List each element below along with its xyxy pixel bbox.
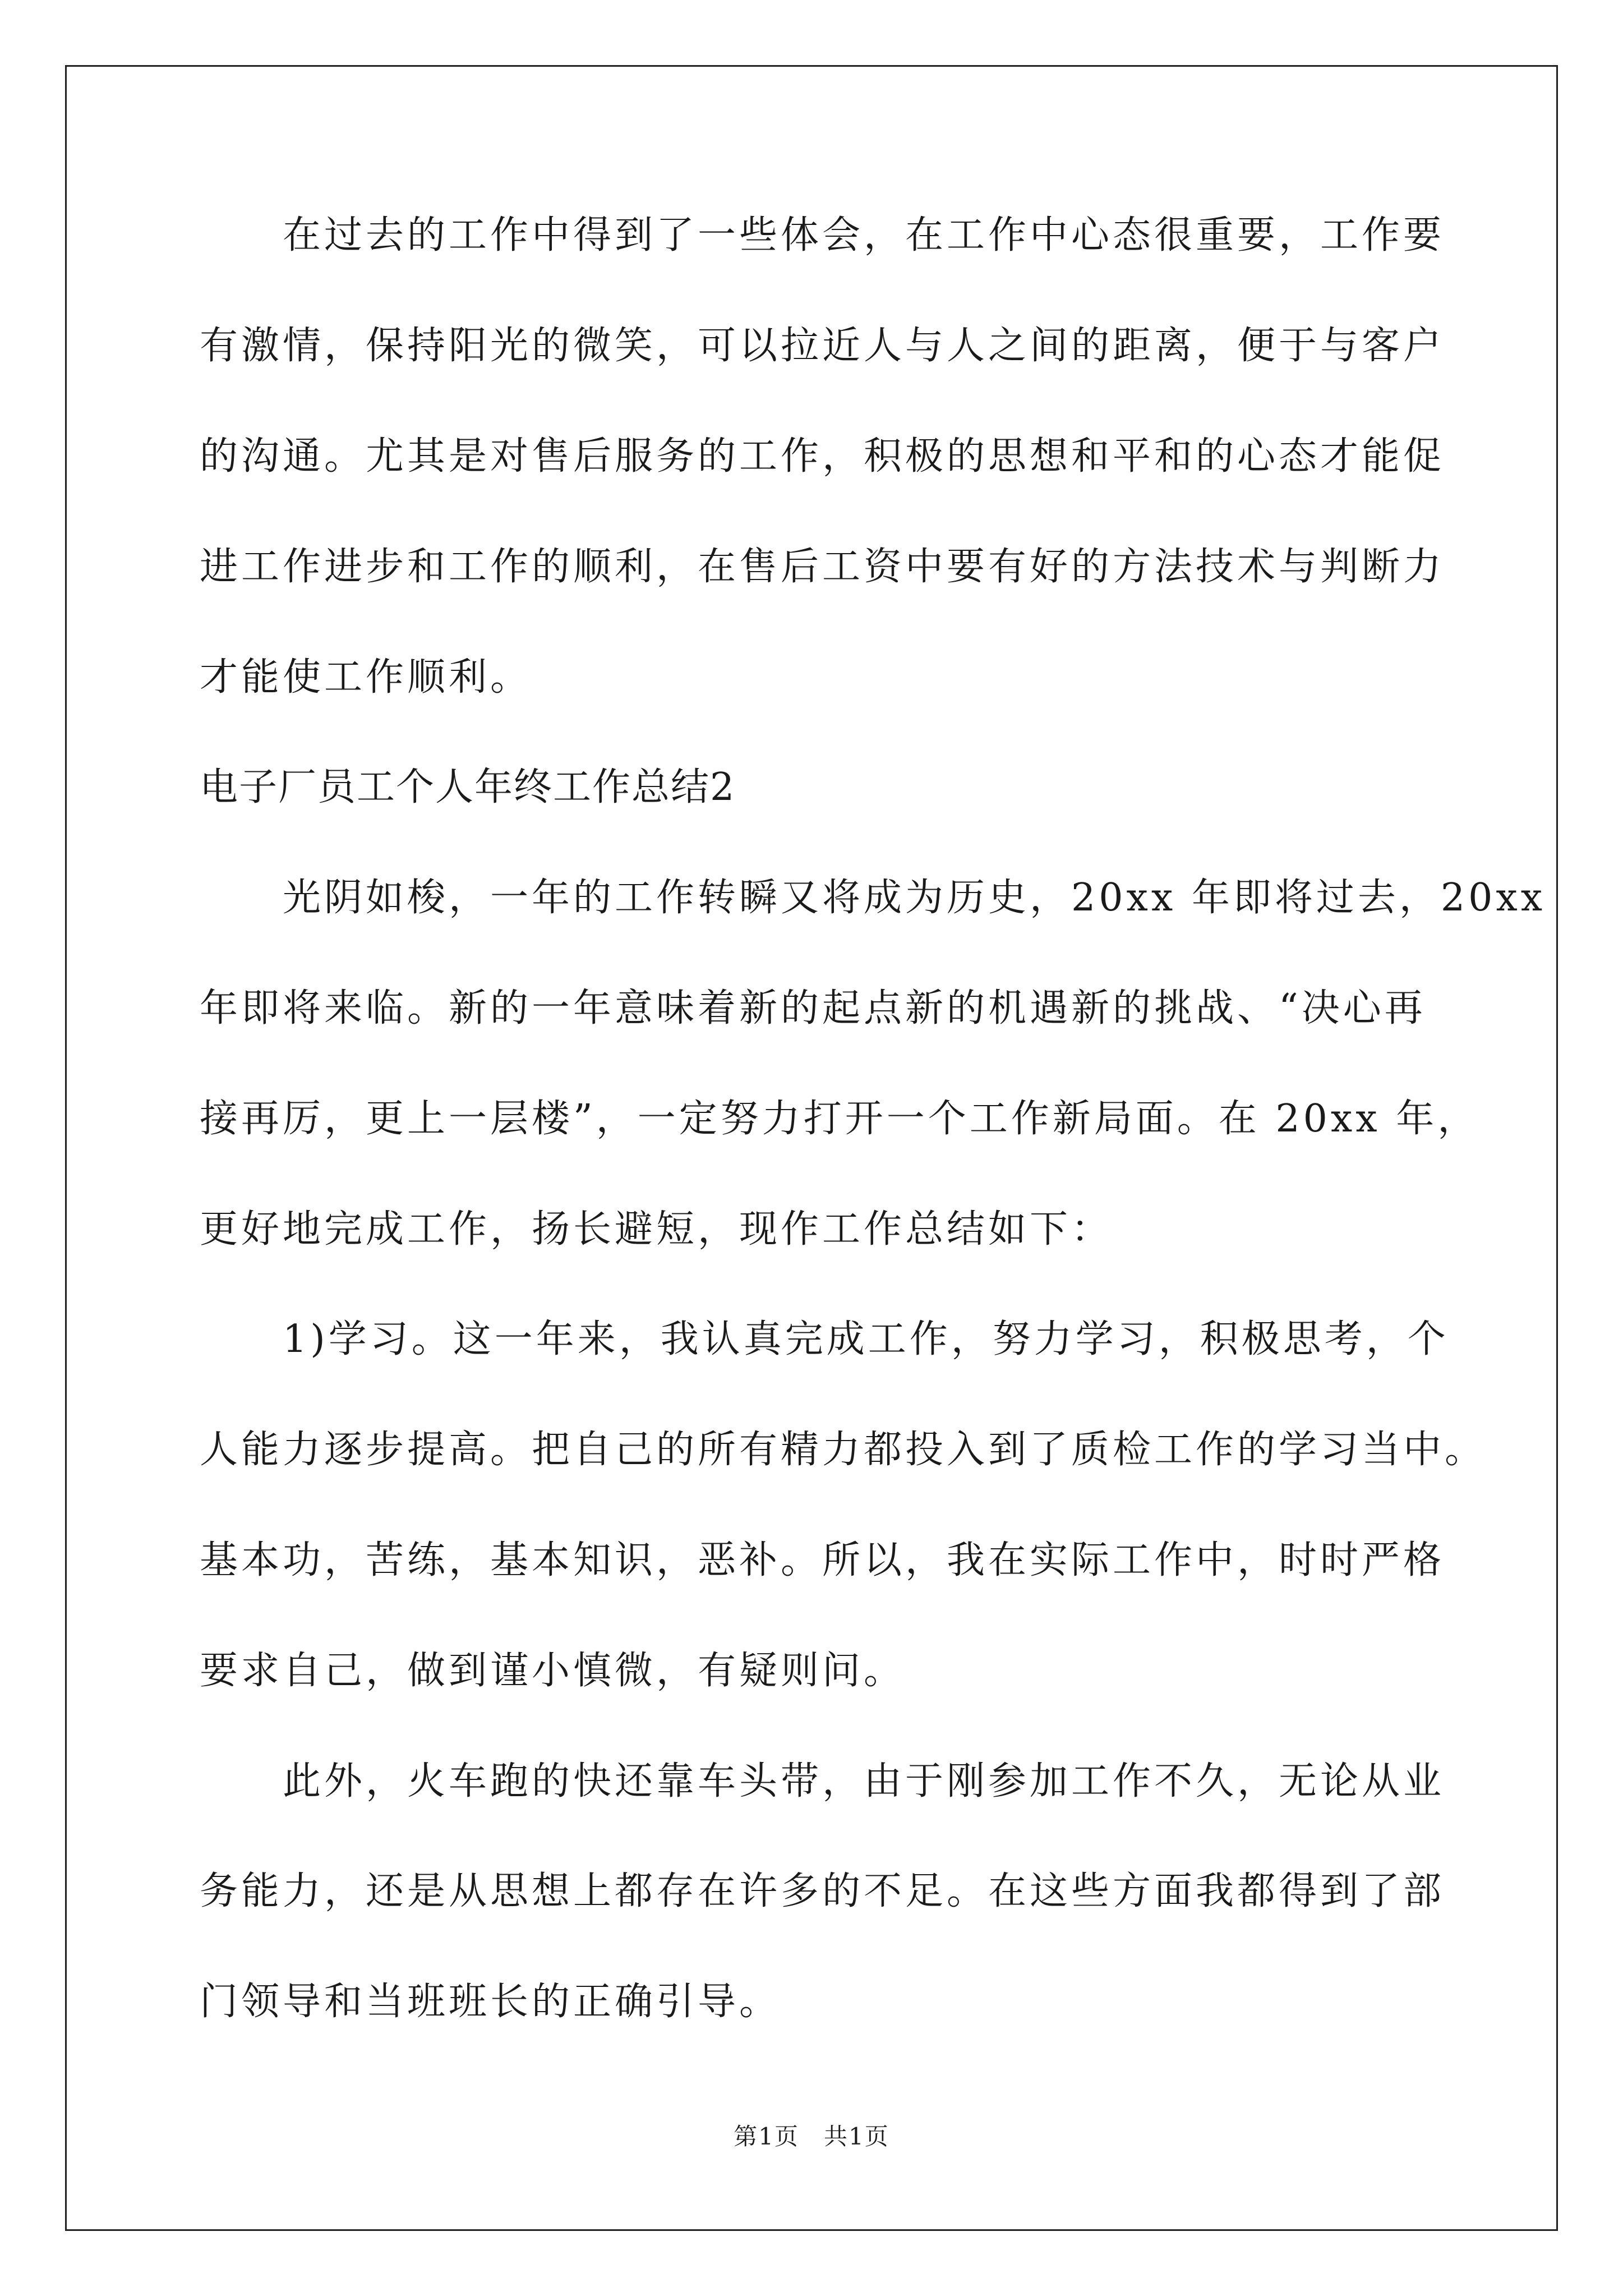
paragraph-line: 基本功，苦练，基本知识，恶补。所以，我在实际工作中，时时严格 bbox=[200, 1538, 1445, 1582]
paragraph-line: 更好地完成工作，扬长避短，现作工作总结如下： bbox=[200, 1207, 1113, 1251]
section-heading: 电子厂员工个人年终工作总结2 bbox=[200, 765, 736, 809]
paragraph-line: 才能使工作顺利。 bbox=[200, 655, 532, 700]
paragraph-line: 人能力逐步提高。把自己的所有精力都投入到了质检工作的学习当中。 bbox=[200, 1428, 1487, 1472]
paragraph-line: 在过去的工作中得到了一些体会，在工作中心态很重要，工作要 bbox=[283, 213, 1445, 257]
paragraph-line: 年即将来临。新的一年意味着新的起点新的机遇新的挑战、“决心再 bbox=[200, 986, 1426, 1030]
paragraph-line: 此外，火车跑的快还靠车头带，由于刚参加工作不久，无论从业 bbox=[283, 1759, 1445, 1803]
paragraph-line: 要求自己，做到谨小慎微，有疑则问。 bbox=[200, 1649, 906, 1693]
page-total: 共1页 bbox=[824, 2123, 889, 2150]
page-footer bbox=[0, 2123, 1623, 2151]
paragraph-line: 有激情，保持阳光的微笑，可以拉近人与人之间的距离，便于与客户 bbox=[200, 324, 1445, 368]
paragraph-line: 光阴如梭，一年的工作转瞬又将成为历史，20xx 年即将过去，20xx bbox=[283, 876, 1546, 920]
paragraph-line: 务能力，还是从思想上都存在许多的不足。在这些方面我都得到了部 bbox=[200, 1869, 1445, 1913]
paragraph-line: 门领导和当班班长的正确引导。 bbox=[200, 1980, 781, 2024]
paragraph-line: 接再厉，更上一层楼”，一定努力打开一个工作新局面。在 20xx 年， bbox=[200, 1097, 1479, 1141]
paragraph-line: 1)学习。这一年来，我认真完成工作，努力学习，积极思考，个 bbox=[283, 1317, 1449, 1361]
paragraph-line: 的沟通。尤其是对售后服务的工作，积极的思想和平和的心态才能促 bbox=[200, 434, 1445, 478]
paragraph-line: 进工作进步和工作的顺利，在售后工资中要有好的方法技术与判断力 bbox=[200, 545, 1445, 589]
page-number: 第1页 bbox=[734, 2123, 799, 2150]
